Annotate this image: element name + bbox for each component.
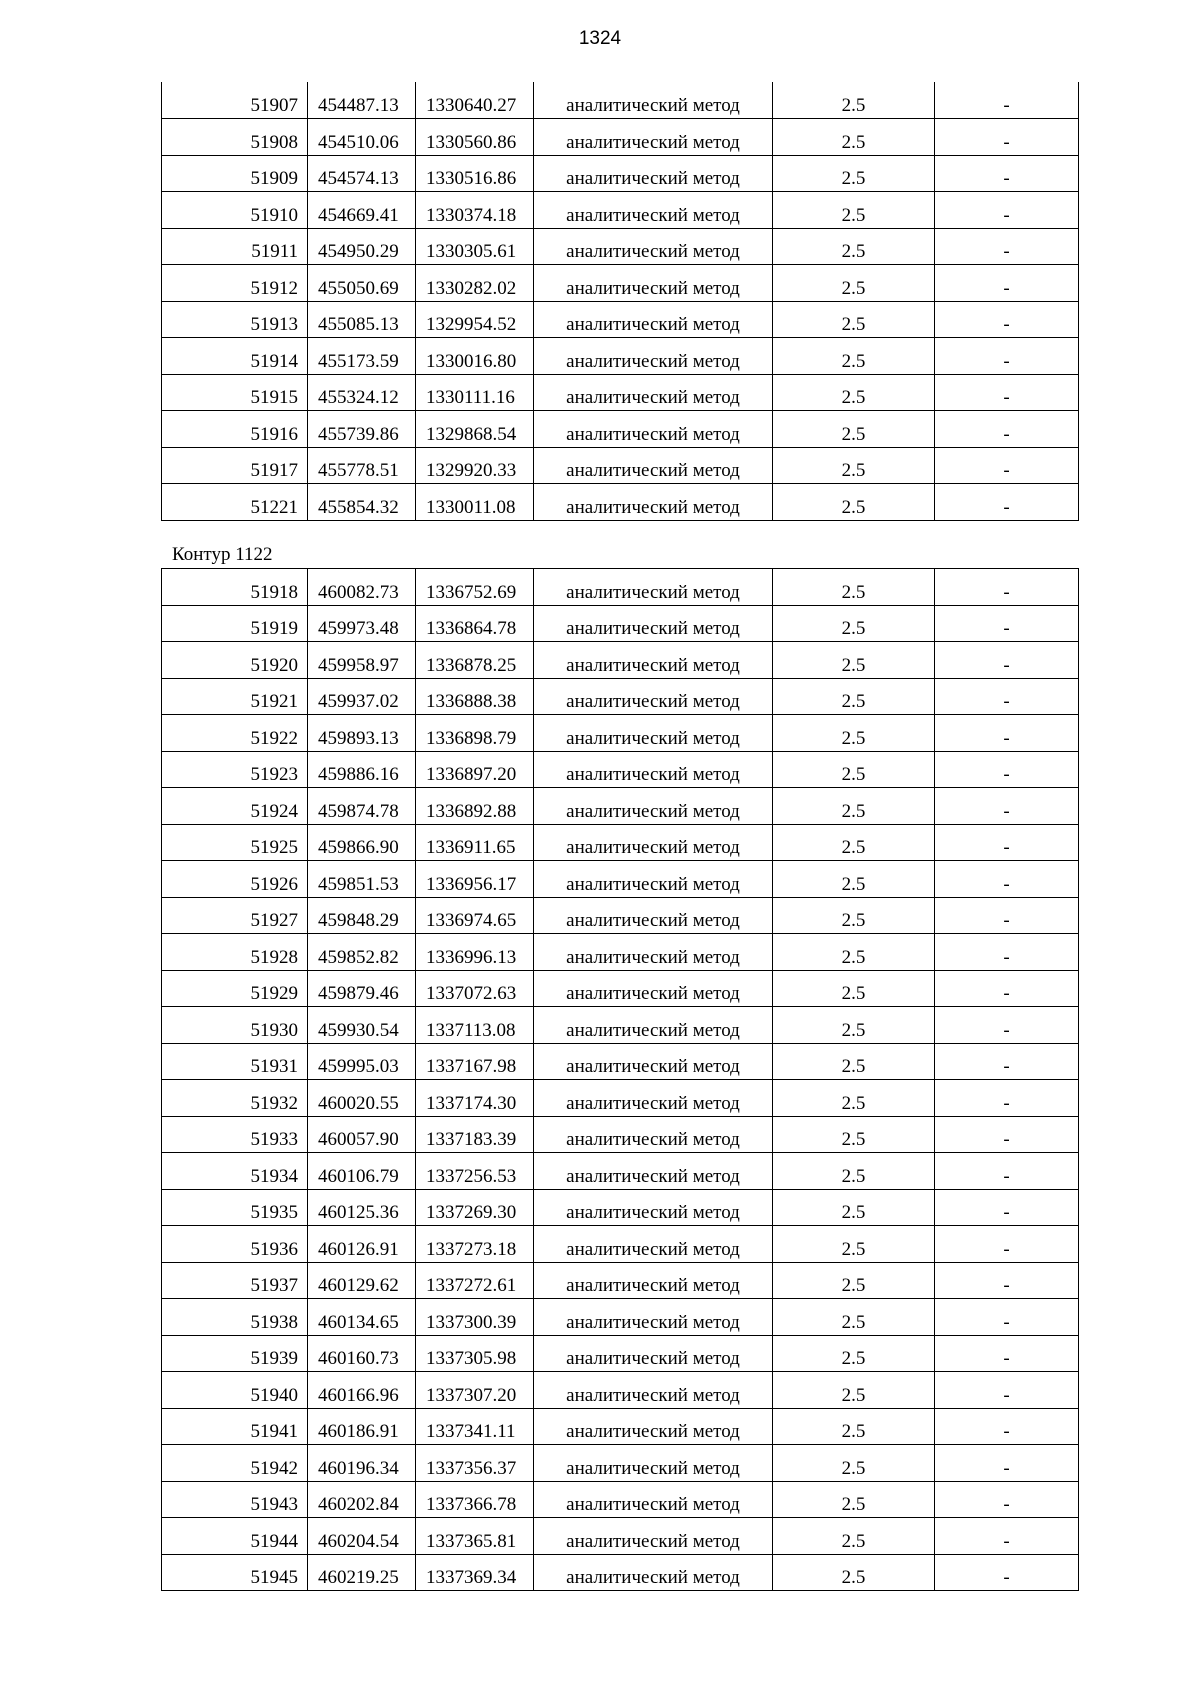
point-number-cell: 51911 [162,228,308,265]
point-number-cell: 51928 [162,934,308,971]
y-coordinate-cell: 1336864.78 [416,605,534,642]
note-cell: - [935,1080,1079,1117]
y-coordinate-cell: 1336892.88 [416,788,534,825]
point-number-cell: 51915 [162,374,308,411]
table-row [162,1299,1079,1336]
table-row [162,897,1079,934]
note-cell: - [935,715,1079,752]
table-row [162,605,1079,642]
y-coordinate-cell: 1330640.27 [416,82,534,119]
method-cell: аналитический метод [534,1116,773,1153]
method-cell: аналитический метод [534,897,773,934]
note-cell: - [935,265,1079,302]
x-coordinate-cell: 455085.13 [308,301,416,338]
x-coordinate-cell: 460129.62 [308,1262,416,1299]
method-cell: аналитический метод [534,824,773,861]
method-cell: аналитический метод [534,1007,773,1044]
method-cell: аналитический метод [534,192,773,229]
table-row [162,374,1079,411]
method-cell: аналитический метод [534,155,773,192]
point-number-cell: 51921 [162,678,308,715]
method-cell: аналитический метод [534,605,773,642]
point-number-cell: 51221 [162,484,308,521]
y-coordinate-cell: 1336897.20 [416,751,534,788]
x-coordinate-cell: 459852.82 [308,934,416,971]
x-coordinate-cell: 454669.41 [308,192,416,229]
point-number-cell: 51942 [162,1445,308,1482]
method-cell: аналитический метод [534,569,773,606]
method-cell: аналитический метод [534,1080,773,1117]
accuracy-cell: 2.5 [773,338,935,375]
table-row [162,1153,1079,1190]
accuracy-cell: 2.5 [773,678,935,715]
y-coordinate-cell: 1330374.18 [416,192,534,229]
accuracy-cell: 2.5 [773,192,935,229]
method-cell: аналитический метод [534,678,773,715]
y-coordinate-cell: 1337300.39 [416,1299,534,1336]
y-coordinate-cell: 1330282.02 [416,265,534,302]
accuracy-cell: 2.5 [773,751,935,788]
method-cell: аналитический метод [534,1226,773,1263]
method-cell: аналитический метод [534,1189,773,1226]
table-row [162,751,1079,788]
y-coordinate-cell: 1330011.08 [416,484,534,521]
note-cell: - [935,678,1079,715]
y-coordinate-cell: 1336752.69 [416,569,534,606]
accuracy-cell: 2.5 [773,1518,935,1555]
accuracy-cell: 2.5 [773,447,935,484]
y-coordinate-cell: 1337269.30 [416,1189,534,1226]
table-row [162,1007,1079,1044]
point-number-cell: 51920 [162,642,308,679]
method-cell: аналитический метод [534,1445,773,1482]
table-row [162,970,1079,1007]
point-number-cell: 51945 [162,1554,308,1591]
accuracy-cell: 2.5 [773,374,935,411]
point-number-cell: 51940 [162,1372,308,1409]
method-cell: аналитический метод [534,788,773,825]
point-number-cell: 51927 [162,897,308,934]
accuracy-cell: 2.5 [773,861,935,898]
note-cell: - [935,824,1079,861]
accuracy-cell: 2.5 [773,1189,935,1226]
accuracy-cell: 2.5 [773,265,935,302]
y-coordinate-cell: 1337273.18 [416,1226,534,1263]
method-cell: аналитический метод [534,1299,773,1336]
x-coordinate-cell: 459874.78 [308,788,416,825]
point-number-cell: 51938 [162,1299,308,1336]
method-cell: аналитический метод [534,484,773,521]
x-coordinate-cell: 455050.69 [308,265,416,302]
x-coordinate-cell: 460196.34 [308,1445,416,1482]
note-cell: - [935,1408,1079,1445]
note-cell: - [935,1299,1079,1336]
point-number-cell: 51924 [162,788,308,825]
accuracy-cell: 2.5 [773,1445,935,1482]
point-number-cell: 51913 [162,301,308,338]
point-number-cell: 51922 [162,715,308,752]
y-coordinate-cell: 1330016.80 [416,338,534,375]
note-cell: - [935,374,1079,411]
table-row [162,715,1079,752]
note-cell: - [935,1481,1079,1518]
method-cell: аналитический метод [534,301,773,338]
accuracy-cell: 2.5 [773,934,935,971]
x-coordinate-cell: 455778.51 [308,447,416,484]
x-coordinate-cell: 460082.73 [308,569,416,606]
table-row [162,861,1079,898]
table-row [162,788,1079,825]
x-coordinate-cell: 460186.91 [308,1408,416,1445]
note-cell: - [935,605,1079,642]
point-number-cell: 51944 [162,1518,308,1555]
x-coordinate-cell: 454510.06 [308,119,416,156]
accuracy-cell: 2.5 [773,569,935,606]
x-coordinate-cell: 454574.13 [308,155,416,192]
x-coordinate-cell: 460134.65 [308,1299,416,1336]
point-number-cell: 51923 [162,751,308,788]
x-coordinate-cell: 460020.55 [308,1080,416,1117]
y-coordinate-cell: 1337072.63 [416,970,534,1007]
method-cell: аналитический метод [534,1554,773,1591]
table-row [162,934,1079,971]
page-number: 1324 [578,28,622,49]
table-row [162,484,1079,521]
point-number-cell: 51912 [162,265,308,302]
note-cell: - [935,1554,1079,1591]
accuracy-cell: 2.5 [773,1408,935,1445]
y-coordinate-cell: 1329868.54 [416,411,534,448]
table-row [162,1189,1079,1226]
accuracy-cell: 2.5 [773,411,935,448]
method-cell: аналитический метод [534,1043,773,1080]
method-cell: аналитический метод [534,861,773,898]
point-number-cell: 51930 [162,1007,308,1044]
x-coordinate-cell: 455324.12 [308,374,416,411]
note-cell: - [935,751,1079,788]
accuracy-cell: 2.5 [773,715,935,752]
method-cell: аналитический метод [534,970,773,1007]
x-coordinate-cell: 459879.46 [308,970,416,1007]
x-coordinate-cell: 459958.97 [308,642,416,679]
note-cell: - [935,82,1079,119]
method-cell: аналитический метод [534,1335,773,1372]
method-cell: аналитический метод [534,1518,773,1555]
table-row [162,1226,1079,1263]
y-coordinate-cell: 1337174.30 [416,1080,534,1117]
y-coordinate-cell: 1337183.39 [416,1116,534,1153]
accuracy-cell: 2.5 [773,1372,935,1409]
x-coordinate-cell: 459893.13 [308,715,416,752]
method-cell: аналитический метод [534,934,773,971]
x-coordinate-cell: 460166.96 [308,1372,416,1409]
note-cell: - [935,1189,1079,1226]
y-coordinate-cell: 1329920.33 [416,447,534,484]
note-cell: - [935,338,1079,375]
note-cell: - [935,301,1079,338]
method-cell: аналитический метод [534,119,773,156]
accuracy-cell: 2.5 [773,1080,935,1117]
point-number-cell: 51932 [162,1080,308,1117]
y-coordinate-cell: 1330111.16 [416,374,534,411]
note-cell: - [935,228,1079,265]
x-coordinate-cell: 460202.84 [308,1481,416,1518]
method-cell: аналитический метод [534,1408,773,1445]
x-coordinate-cell: 459937.02 [308,678,416,715]
table-row [162,228,1079,265]
accuracy-cell: 2.5 [773,119,935,156]
table-row [162,1481,1079,1518]
note-cell: - [935,897,1079,934]
y-coordinate-cell: 1337341.11 [416,1408,534,1445]
point-number-cell: 51929 [162,970,308,1007]
x-coordinate-cell: 460125.36 [308,1189,416,1226]
point-number-cell: 51936 [162,1226,308,1263]
x-coordinate-cell: 459848.29 [308,897,416,934]
note-cell: - [935,1445,1079,1482]
method-cell: аналитический метод [534,1481,773,1518]
accuracy-cell: 2.5 [773,1043,935,1080]
note-cell: - [935,119,1079,156]
method-cell: аналитический метод [534,715,773,752]
y-coordinate-cell: 1336888.38 [416,678,534,715]
table-row [162,192,1079,229]
method-cell: аналитический метод [534,642,773,679]
note-cell: - [935,1335,1079,1372]
point-number-cell: 51935 [162,1189,308,1226]
y-coordinate-cell: 1336956.17 [416,861,534,898]
accuracy-cell: 2.5 [773,788,935,825]
table-row [162,1518,1079,1555]
point-number-cell: 51925 [162,824,308,861]
note-cell: - [935,1518,1079,1555]
y-coordinate-cell: 1336911.65 [416,824,534,861]
table-row [162,1080,1079,1117]
y-coordinate-cell: 1337366.78 [416,1481,534,1518]
y-coordinate-cell: 1337305.98 [416,1335,534,1372]
point-number-cell: 51910 [162,192,308,229]
point-number-cell: 51919 [162,605,308,642]
x-coordinate-cell: 460106.79 [308,1153,416,1190]
method-cell: аналитический метод [534,1262,773,1299]
point-number-cell: 51916 [162,411,308,448]
table-row [162,1408,1079,1445]
x-coordinate-cell: 459973.48 [308,605,416,642]
accuracy-cell: 2.5 [773,82,935,119]
method-cell: аналитический метод [534,265,773,302]
table-row [162,338,1079,375]
x-coordinate-cell: 459866.90 [308,824,416,861]
point-number-cell: 51941 [162,1408,308,1445]
y-coordinate-cell: 1337307.20 [416,1372,534,1409]
table-row [162,301,1079,338]
table-row [162,642,1079,679]
point-number-cell: 51934 [162,1153,308,1190]
note-cell: - [935,1262,1079,1299]
method-cell: аналитический метод [534,751,773,788]
point-number-cell: 51931 [162,1043,308,1080]
method-cell: аналитический метод [534,374,773,411]
note-cell: - [935,484,1079,521]
note-cell: - [935,934,1079,971]
point-number-cell: 51926 [162,861,308,898]
y-coordinate-cell: 1337272.61 [416,1262,534,1299]
table-row [162,1335,1079,1372]
x-coordinate-cell: 459886.16 [308,751,416,788]
accuracy-cell: 2.5 [773,1335,935,1372]
accuracy-cell: 2.5 [773,1116,935,1153]
accuracy-cell: 2.5 [773,970,935,1007]
method-cell: аналитический метод [534,338,773,375]
point-number-cell: 51939 [162,1335,308,1372]
accuracy-cell: 2.5 [773,642,935,679]
y-coordinate-cell: 1337365.81 [416,1518,534,1555]
x-coordinate-cell: 454487.13 [308,82,416,119]
accuracy-cell: 2.5 [773,1007,935,1044]
coordinates-table-2 [161,568,1079,1591]
method-cell: аналитический метод [534,1372,773,1409]
y-coordinate-cell: 1337256.53 [416,1153,534,1190]
note-cell: - [935,970,1079,1007]
point-number-cell: 51917 [162,447,308,484]
point-number-cell: 51933 [162,1116,308,1153]
accuracy-cell: 2.5 [773,301,935,338]
accuracy-cell: 2.5 [773,1481,935,1518]
table-row [162,119,1079,156]
note-cell: - [935,1116,1079,1153]
note-cell: - [935,155,1079,192]
method-cell: аналитический метод [534,228,773,265]
point-number-cell: 51907 [162,82,308,119]
y-coordinate-cell: 1329954.52 [416,301,534,338]
y-coordinate-cell: 1337167.98 [416,1043,534,1080]
table-row [162,155,1079,192]
table-row [162,569,1079,606]
table-row [162,265,1079,302]
x-coordinate-cell: 455739.86 [308,411,416,448]
x-coordinate-cell: 460160.73 [308,1335,416,1372]
y-coordinate-cell: 1337113.08 [416,1007,534,1044]
note-cell: - [935,1007,1079,1044]
accuracy-cell: 2.5 [773,1153,935,1190]
accuracy-cell: 2.5 [773,1262,935,1299]
accuracy-cell: 2.5 [773,1226,935,1263]
note-cell: - [935,1226,1079,1263]
accuracy-cell: 2.5 [773,155,935,192]
table-row [162,82,1079,119]
accuracy-cell: 2.5 [773,1299,935,1336]
note-cell: - [935,411,1079,448]
x-coordinate-cell: 459995.03 [308,1043,416,1080]
note-cell: - [935,861,1079,898]
x-coordinate-cell: 459851.53 [308,861,416,898]
y-coordinate-cell: 1336996.13 [416,934,534,971]
y-coordinate-cell: 1330305.61 [416,228,534,265]
accuracy-cell: 2.5 [773,897,935,934]
y-coordinate-cell: 1330516.86 [416,155,534,192]
method-cell: аналитический метод [534,1153,773,1190]
method-cell: аналитический метод [534,447,773,484]
accuracy-cell: 2.5 [773,824,935,861]
x-coordinate-cell: 455854.32 [308,484,416,521]
table-row [162,1372,1079,1409]
y-coordinate-cell: 1336974.65 [416,897,534,934]
y-coordinate-cell: 1336898.79 [416,715,534,752]
note-cell: - [935,1043,1079,1080]
table-row [162,447,1079,484]
point-number-cell: 51937 [162,1262,308,1299]
point-number-cell: 51943 [162,1481,308,1518]
accuracy-cell: 2.5 [773,228,935,265]
note-cell: - [935,788,1079,825]
y-coordinate-cell: 1330560.86 [416,119,534,156]
x-coordinate-cell: 460204.54 [308,1518,416,1555]
table-row [162,1554,1079,1591]
point-number-cell: 51908 [162,119,308,156]
coordinates-table-1 [161,82,1079,521]
accuracy-cell: 2.5 [773,484,935,521]
x-coordinate-cell: 455173.59 [308,338,416,375]
note-cell: - [935,1372,1079,1409]
point-number-cell: 51914 [162,338,308,375]
table-row [162,1043,1079,1080]
note-cell: - [935,569,1079,606]
note-cell: - [935,192,1079,229]
x-coordinate-cell: 460219.25 [308,1554,416,1591]
method-cell: аналитический метод [534,411,773,448]
y-coordinate-cell: 1336878.25 [416,642,534,679]
note-cell: - [935,1153,1079,1190]
table-row [162,1116,1079,1153]
x-coordinate-cell: 459930.54 [308,1007,416,1044]
table-row [162,1445,1079,1482]
y-coordinate-cell: 1337356.37 [416,1445,534,1482]
x-coordinate-cell: 460126.91 [308,1226,416,1263]
table-row [162,411,1079,448]
note-cell: - [935,447,1079,484]
note-cell: - [935,642,1079,679]
table-row [162,1262,1079,1299]
contour-label: Контур 1122 [172,544,273,565]
accuracy-cell: 2.5 [773,1554,935,1591]
table-row [162,824,1079,861]
point-number-cell: 51918 [162,569,308,606]
method-cell: аналитический метод [534,82,773,119]
y-coordinate-cell: 1337369.34 [416,1554,534,1591]
accuracy-cell: 2.5 [773,605,935,642]
x-coordinate-cell: 454950.29 [308,228,416,265]
point-number-cell: 51909 [162,155,308,192]
x-coordinate-cell: 460057.90 [308,1116,416,1153]
table-row [162,678,1079,715]
